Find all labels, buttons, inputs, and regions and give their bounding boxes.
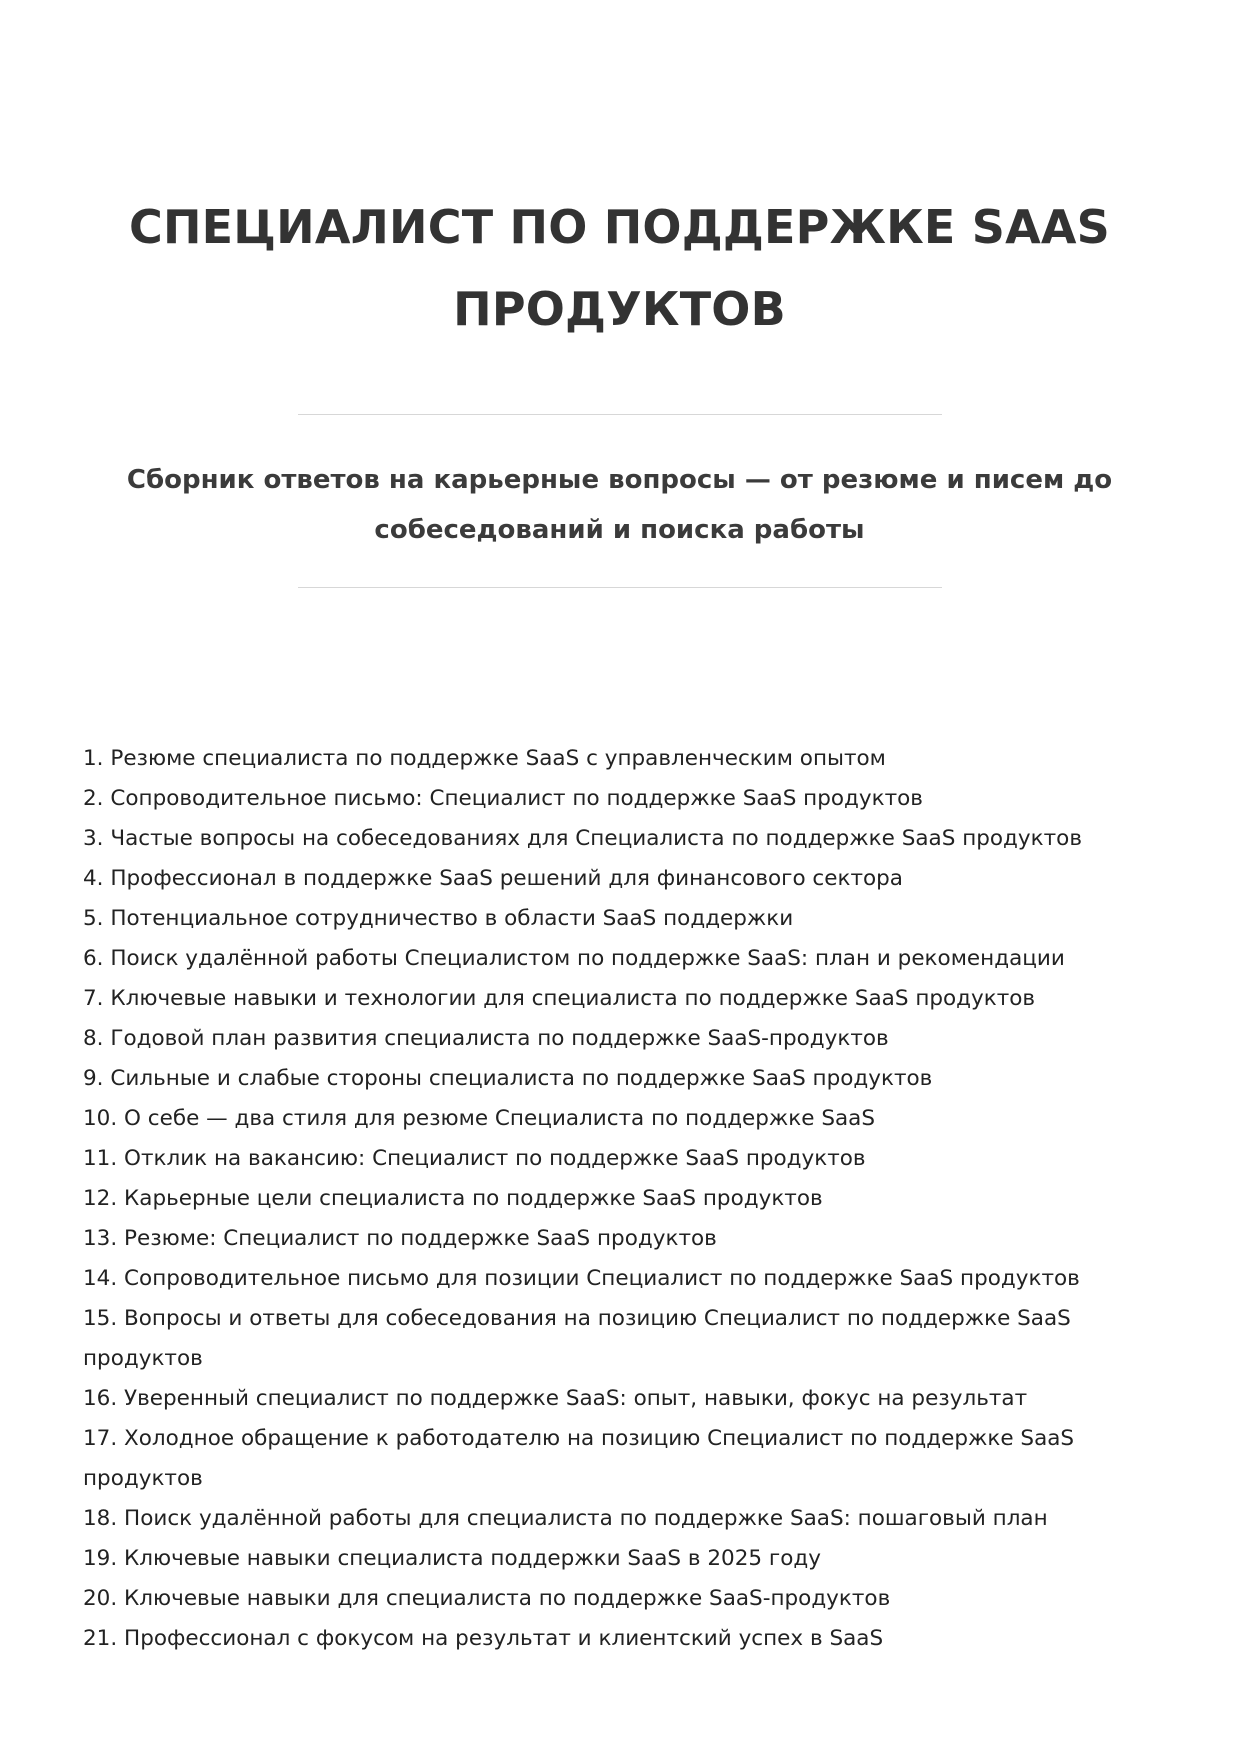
table-of-contents <box>83 739 1163 1659</box>
toc-item[interactable]: 10. О себе — два стиля для резюме Специалиста по поддержке SaaS <box>83 1106 875 1131</box>
toc-item[interactable]: 17. Холодное обращение к работодателю на позицию Специалист по поддержке SaaS продуктов <box>83 1426 1075 1491</box>
divider-top <box>298 414 942 415</box>
toc-item[interactable]: 9. Сильные и слабые стороны специалиста по поддержке SaaS продуктов <box>83 1066 933 1091</box>
toc-item[interactable]: 2. Сопроводительное письмо: Специалист по поддержке SaaS продуктов <box>83 786 923 811</box>
toc-item[interactable]: 14. Сопроводительное письмо для позиции Специалист по поддержке SaaS продуктов <box>83 1266 1080 1291</box>
page-subtitle: Сборник ответов на карьерные вопросы — от резюме и писем до собеседований и поиска работы <box>126 465 1113 545</box>
toc-item[interactable]: 16. Уверенный специалист по поддержке SaaS: опыт, навыки, фокус на результат <box>83 1386 1028 1411</box>
toc-item[interactable]: 5. Потенциальное сотрудничество в области SaaS поддержки <box>83 906 794 931</box>
toc-item[interactable]: 11. Отклик на вакансию: Специалист по поддержке SaaS продуктов <box>83 1146 866 1171</box>
toc-item[interactable]: 21. Профессионал с фокусом на результат и клиентский успех в SaaS <box>83 1626 884 1651</box>
toc-item[interactable]: 15. Вопросы и ответы для собеседования на позицию Специалист по поддержке SaaS продуктов <box>83 1306 1071 1371</box>
toc-item[interactable]: 13. Резюме: Специалист по поддержке SaaS продуктов <box>83 1226 717 1251</box>
toc-item[interactable]: 4. Профессионал в поддержке SaaS решений для финансового сектора <box>83 866 903 891</box>
toc-item[interactable]: 7. Ключевые навыки и технологии для специалиста по поддержке SaaS продуктов <box>83 986 1036 1011</box>
toc-item[interactable]: 3. Частые вопросы на собеседованиях для Специалиста по поддержке SaaS продуктов <box>83 826 1082 851</box>
toc-item[interactable]: 18. Поиск удалённой работы для специалиста по поддержке SaaS: пошаговый план <box>83 1506 1048 1531</box>
page-title: СПЕЦИАЛИСТ ПО ПОДДЕРЖКЕ SAAS ПРОДУКТОВ <box>128 200 1110 336</box>
toc-item[interactable]: 19. Ключевые навыки специалиста поддержки SaaS в 2025 году <box>83 1546 821 1571</box>
toc-item[interactable]: 6. Поиск удалённой работы Специалистом по поддержке SaaS: план и рекомендации <box>83 946 1065 971</box>
toc-item[interactable]: 12. Карьерные цели специалиста по поддержке SaaS продуктов <box>83 1186 823 1211</box>
toc-item[interactable]: 20. Ключевые навыки для специалиста по поддержке SaaS-продуктов <box>83 1586 891 1611</box>
divider-bottom <box>298 587 942 588</box>
toc-item[interactable]: 1. Резюме специалиста по поддержке SaaS с управленческим опытом <box>83 746 886 771</box>
toc-item[interactable]: 8. Годовой план развития специалиста по поддержке SaaS-продуктов <box>83 1026 889 1051</box>
